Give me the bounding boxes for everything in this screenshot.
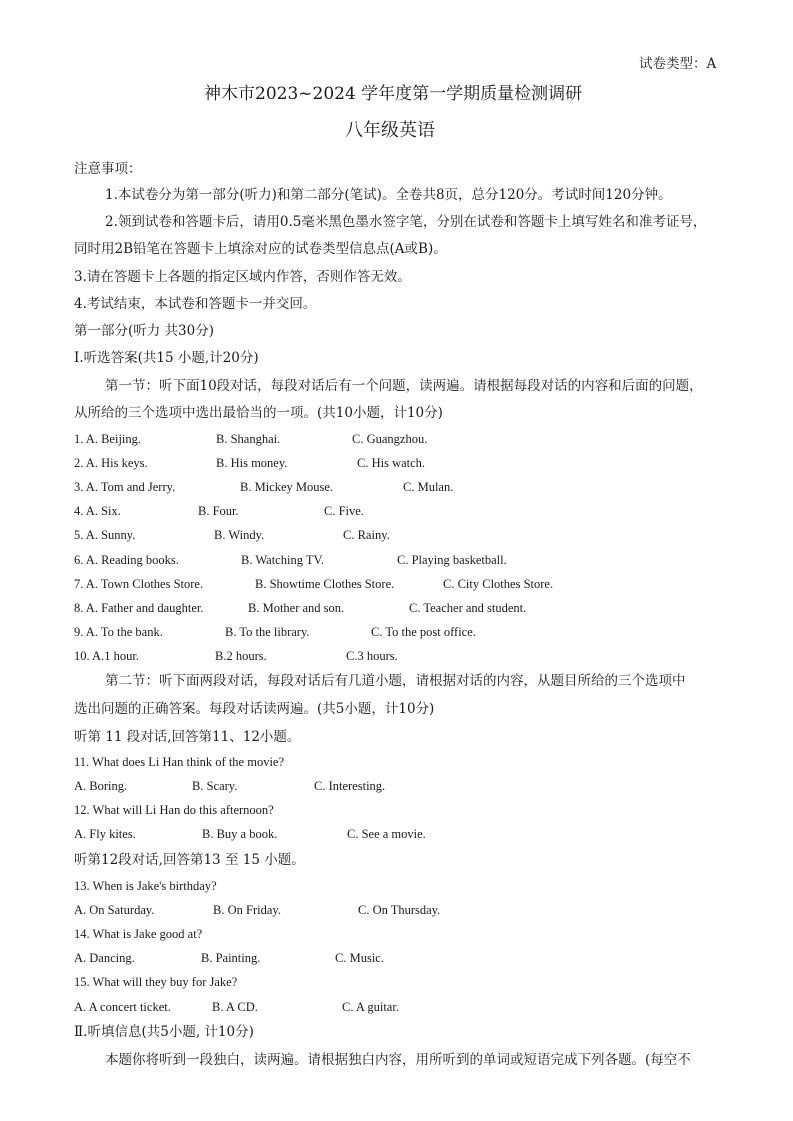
question-option: C. City Clothes Store.	[443, 577, 554, 591]
note-item: 3.请在答题卡上各题的指定区域内作答，否则作答无效。	[74, 269, 411, 285]
paper-type: 试卷类型：A	[639, 56, 717, 72]
question-option: 4. A. Six.	[74, 504, 121, 518]
note-item: 4.考试结束，本试卷和答题卡一并交回。	[74, 296, 317, 312]
question-option: B. A CD.	[212, 1000, 258, 1014]
question-option: C. Playing basketball.	[397, 553, 507, 567]
question-option: A. On Saturday.	[74, 903, 155, 917]
sub1-instruction: 第一节：听下面10段对话，每段对话后有一个问题，读两遍。请根据每段对话的内容和后面的问题，	[105, 378, 703, 394]
question-stem: 12. What will Li Han do this afternoon?	[74, 803, 274, 817]
question-option: 1. A. Beijing.	[74, 432, 142, 446]
question-option: C. Teacher and student.	[409, 601, 527, 615]
question-option: B. Mother and son.	[248, 601, 345, 615]
question-option: B. On Friday.	[213, 903, 281, 917]
question-option: C. Interesting.	[314, 779, 386, 793]
question-option: C. Music.	[335, 951, 384, 965]
question-option: A. Dancing.	[74, 951, 135, 965]
question-option: 6. A. Reading books.	[74, 553, 179, 567]
question-option: B. Windy.	[214, 528, 265, 542]
question-option: 2. A. His keys.	[74, 456, 148, 470]
question-option: A. A concert ticket.	[74, 1000, 171, 1014]
sub2-instruction: 第二节：听下面两段对话，每段对话后有几道小题，请根据对话的内容，从题目所给的三个选项中	[105, 673, 686, 689]
question-option: C. See a movie.	[347, 827, 426, 841]
question-option: C. Rainy.	[343, 528, 390, 542]
question-option: C. To the post office.	[371, 625, 476, 639]
question-option: C. His watch.	[357, 456, 426, 470]
part1-heading: 第一部分(听力 共30分)	[74, 323, 215, 339]
note-item: 1.本试卷分为第一部分(听力)和第二部分(笔试)。全卷共8页，总分120分。考试时间120分钟。	[105, 187, 672, 203]
notes-heading: 注意事项：	[74, 161, 142, 177]
question-option: 5. A. Sunny.	[74, 528, 136, 542]
section2-instruction: 本题你将听到一段独白，读两遍。请根据独白内容，用所听到的单词或短语完成下列各题。(每空不	[105, 1052, 691, 1068]
question-stem: 11. What does Li Han think of the movie?	[74, 755, 285, 769]
sub1-instruction: 从所给的三个选项中选出最恰当的一项。(共10小题，计10分)	[74, 405, 443, 421]
question-option: C. A guitar.	[342, 1000, 399, 1014]
question-option: 8. A. Father and daughter.	[74, 601, 204, 615]
question-option: B. Mickey Mouse.	[240, 480, 334, 494]
question-option: B. His money.	[216, 456, 288, 470]
dialog-intro: 听第 11 段对话,回答第11、12小题。	[74, 729, 301, 745]
question-option: B. Watching TV.	[241, 553, 325, 567]
question-stem: 14. What is Jake good at?	[74, 927, 203, 941]
sub2-instruction: 选出问题的正确答案。每段对话读两遍。(共5小题，计10分)	[74, 701, 435, 717]
question-option: C.3 hours.	[346, 649, 398, 663]
question-option: A. Fly kites.	[74, 827, 136, 841]
question-option: 3. A. Tom and Jerry.	[74, 480, 176, 494]
question-option: B. Painting.	[201, 951, 261, 965]
question-option: C. Guangzhou.	[352, 432, 428, 446]
question-option: 10. A.1 hour.	[74, 649, 139, 663]
question-option: B. Shanghai.	[216, 432, 281, 446]
section1-heading: Ⅰ.听选答案(共15 小题,计20分)	[74, 350, 259, 366]
question-option: C. Five.	[324, 504, 364, 518]
question-option: B. Four.	[198, 504, 239, 518]
subject-title: 八年级英语	[345, 120, 435, 141]
question-option: 9. A. To the bank.	[74, 625, 163, 639]
question-option: A. Boring.	[74, 779, 128, 793]
exam-title: 神木市2023~2024 学年度第一学期质量检测调研	[204, 84, 583, 104]
dialog-intro: 听第12段对话,回答第13 至 15 小题。	[74, 852, 305, 868]
question-option: B. Showtime Clothes Store.	[255, 577, 395, 591]
question-option: B. Buy a book.	[202, 827, 278, 841]
question-option: B. To the library.	[225, 625, 310, 639]
question-option: B.2 hours.	[215, 649, 267, 663]
question-option: 7. A. Town Clothes Store.	[74, 577, 204, 591]
note-item: 2.领到试卷和答题卡后，请用0.5毫米黑色墨水签字笔，分别在试卷和答题卡上填写姓名和准考证号，	[105, 214, 707, 230]
question-stem: 15. What will they buy for Jake?	[74, 975, 238, 989]
question-option: C. Mulan.	[403, 480, 454, 494]
question-option: C. On Thursday.	[358, 903, 441, 917]
section2-heading: Ⅱ.听填信息(共5小题, 计10分)	[74, 1024, 254, 1040]
note-item: 同时用2B铅笔在答题卡上填涂对应的试卷类型信息点(A或B)。	[74, 241, 447, 257]
question-stem: 13. When is Jake's birthday?	[74, 879, 217, 893]
question-option: B. Scary.	[192, 779, 238, 793]
